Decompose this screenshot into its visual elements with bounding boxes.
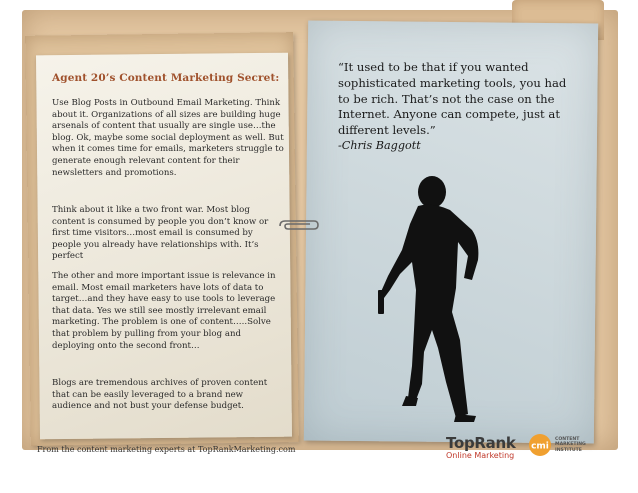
footer-credit: From the content marketing experts at TopRankMarketing.com	[37, 445, 296, 454]
cmi-wordmark	[555, 437, 605, 453]
paragraph: Blogs are tremendous archives of proven content that can be easily leveraged to a brand new audience and not bust your defense budget.	[52, 378, 268, 412]
toprank-logo	[446, 434, 536, 460]
cmi-line: INSTITUTE	[555, 447, 582, 453]
paragraph: Use Blog Posts in Outbound Email Marketing. Think about it. Organizations of all sizes are building huge arsenals of content that usually are single use…the blog. Ok, maybe some social deployment as well. But when it comes time for emails, marketers struggle to generate enough relevant content for their newsletters and promotions.	[52, 98, 284, 178]
brand-subtitle: Online Marketing	[446, 451, 515, 460]
cmi-logo-icon	[528, 433, 552, 457]
secret-title: Agent 20’s Content Marketing Secret:	[52, 72, 280, 84]
paragraph: The other and more important issue is relevance in email. Most email marketers have lots of data to target…and they have easy to use tools to leverage that data. Yes we still see mostly irrelevant email marketing. The problem is one of content…..Solve that problem by pulling from your blog and deploying onto the second front…	[52, 271, 276, 351]
cmi-logo-text: cmi	[531, 441, 549, 452]
cmi-line: CONTENT	[555, 437, 580, 442]
running-agent-silhouette	[360, 170, 500, 430]
quote-author: -Chris Baggott	[338, 139, 421, 152]
paragraph: Think about it like a two front war. Most blog content is consumed by people you don’t know or first time visitors…most email is consumed by people you already have relationships with. It’s perfect	[52, 205, 269, 262]
quote-text: “It used to be that if you wanted sophisticated marketing tools, you had to be rich. That’s not the case on the Internet. Anyone can compete, just at different levels.”	[338, 60, 567, 138]
cmi-line: MARKETING	[555, 442, 586, 448]
brand-name: TopRank	[446, 434, 516, 452]
